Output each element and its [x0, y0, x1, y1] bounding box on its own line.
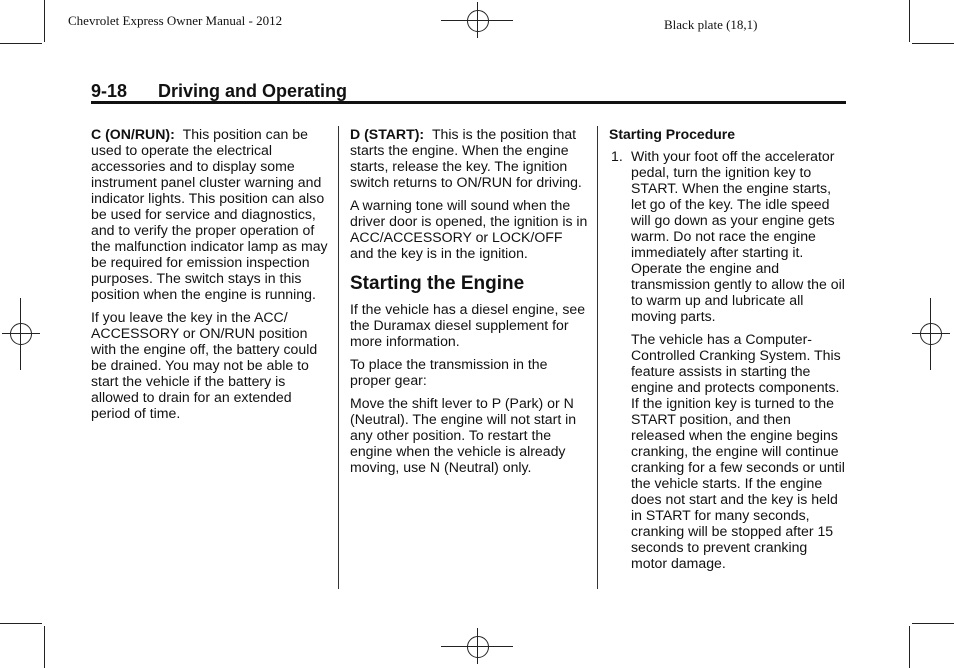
step-text: With your foot off the accelerator pedal, turn the ignition key to START. When the engine starts, let go of the key. The idle speed will go down as your engine gets warm. Do not race the engine immediately after starting it. Operate the engine and transmission gently to allow the oil to warm up and lubricate all moving parts. — [631, 148, 845, 324]
paragraph-text: This is the position that starts the engine. When the engine starts, release the key. The ignition switch returns to ON/RUN for driving. — [350, 126, 582, 190]
paragraph-on-run — [91, 126, 329, 302]
paragraph-battery-drain: If you leave the key in the ACC/ ACCESSORY or ON/RUN position with the engine off, the battery could be drained. You may not be able to start the vehicle if the battery is allowed to drain for an extended period of time. — [91, 309, 318, 421]
subheading-starting-procedure: Starting Procedure — [609, 126, 736, 142]
heading-starting-the-engine: Starting the Engine — [350, 273, 525, 294]
column-2 — [350, 126, 588, 482]
paragraph-diesel: If the vehicle has a diesel engine, see the Duramax diesel supplement for more information. — [350, 301, 586, 349]
section-number: 9-18 — [91, 81, 128, 101]
section-rule — [91, 101, 846, 104]
section-title: Driving and Operating — [158, 81, 348, 101]
column-3 — [609, 126, 847, 578]
step-continuation: The vehicle has a Computer-Controlled Cranking System. This feature assists in starting the engine and protects components. If the ignition key is turned to the START position, and then released when the engine begins cranking, the engine will continue cranking for a few seconds or until the vehicle starts. If the engine does not start and the key is held in START for many seconds, cranking will be stopped after 15 seconds to prevent cranking motor damage. — [631, 331, 845, 571]
paragraph-text: This position can be used to operate the electrical accessories and to display some instrument panel cluster warning and indicator lights. This position can also be used for service and diagnostics, and to verify the proper operation of the malfunction indicator lamp as may be required for emission inspection purposes. The switch stays in this position when the engine is running. — [91, 126, 328, 302]
column-divider — [338, 126, 339, 589]
paragraph-start — [350, 126, 588, 190]
plate-label: Black plate (18,1) — [664, 17, 758, 32]
paragraph-warning-tone: A warning tone will sound when the driver door is opened, the ignition is in ACC/ACCESSORY or LOCK/OFF and the key is in the ignition. — [350, 197, 588, 261]
column-1 — [91, 126, 329, 428]
section-heading — [91, 81, 347, 102]
paragraph-transmission: To place the transmission in the proper gear: — [350, 356, 548, 388]
list-item — [609, 148, 847, 571]
manual-title: Chevrolet Express Owner Manual - 2012 — [68, 13, 283, 28]
paragraph-shift-lever: Move the shift lever to P (Park) or N (Neutral). The engine will not start in any other position. To restart the engine when the vehicle is already moving, use N (Neutral) only. — [350, 395, 577, 475]
step-number: 1. — [611, 148, 623, 164]
column-divider — [597, 126, 598, 589]
term-on-run: C (ON/RUN): — [91, 126, 175, 142]
procedure-list — [609, 148, 847, 571]
term-start: D (START): — [350, 126, 425, 142]
